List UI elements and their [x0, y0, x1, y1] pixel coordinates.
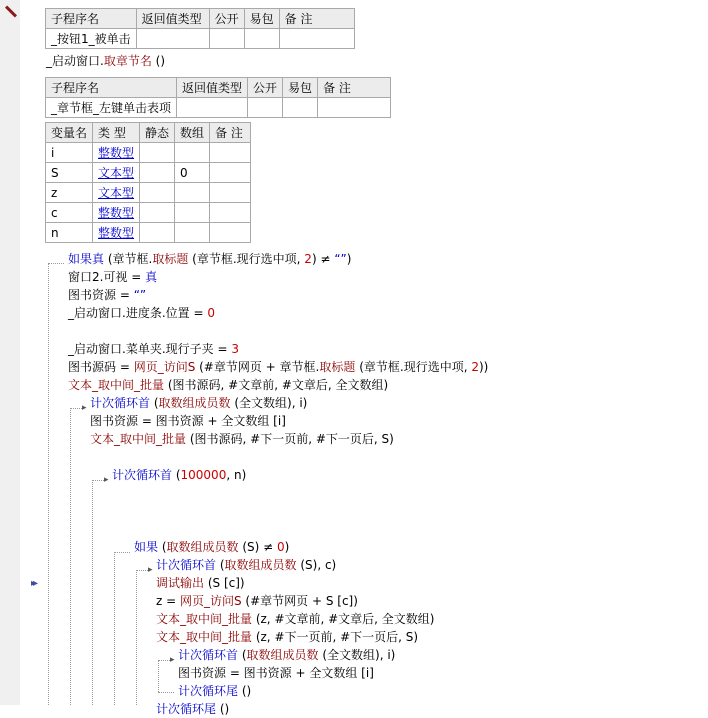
code-line[interactable]	[112, 466, 246, 484]
code-token: (全文数组), i)	[230, 396, 308, 410]
sub-name-cell[interactable]: _章节框_左键单击表项	[46, 98, 177, 118]
var-name-cell[interactable]: S	[46, 163, 93, 183]
note-cell[interactable]	[279, 29, 354, 49]
code-token: 取标题	[319, 360, 356, 374]
code-token: 真	[145, 270, 158, 284]
flow-line-if-true	[48, 263, 49, 705]
code-token: 图书源码 =	[68, 360, 134, 374]
var-row[interactable]	[46, 203, 251, 223]
code-token: (章节框.	[107, 252, 153, 266]
var-name-cell[interactable]: i	[46, 143, 93, 163]
var-static-cell[interactable]	[140, 203, 175, 223]
code-token: 取数组成员数	[158, 396, 231, 410]
header-note: 备 注	[279, 9, 354, 29]
var-note-cell[interactable]	[210, 183, 251, 203]
header-sub-name: 子程序名	[46, 78, 177, 98]
var-type-cell[interactable]: 文本型	[93, 163, 140, 183]
code-token: 图书资源 = 图书资源 + 全文数组 [i]	[90, 414, 286, 428]
var-array-cell[interactable]	[175, 143, 210, 163]
code-token: 如果	[134, 540, 159, 554]
flow-line-loop-3	[136, 570, 137, 705]
return-type-cell[interactable]	[177, 98, 248, 118]
header-return-type: 返回值类型	[177, 78, 248, 98]
code-token: 计次循环尾	[178, 684, 239, 698]
code-token: (#章节网页 + 章节框.	[195, 360, 320, 374]
code-token: 取标题	[152, 252, 189, 266]
var-note-cell[interactable]	[210, 223, 251, 243]
flow-line-if	[114, 552, 115, 705]
code-line[interactable]	[68, 358, 488, 376]
var-row[interactable]	[46, 223, 251, 243]
code-line[interactable]	[90, 394, 307, 412]
code-line[interactable]	[156, 592, 358, 610]
code-token: 3	[231, 342, 239, 356]
var-array-cell[interactable]: 0	[175, 163, 210, 183]
var-name-cell[interactable]: n	[46, 223, 93, 243]
breakpoint-pencil-icon[interactable]	[5, 5, 17, 17]
var-type-cell[interactable]: 文本型	[93, 183, 140, 203]
flow-line-if-true-head	[48, 263, 64, 264]
code-line[interactable]	[178, 682, 251, 700]
code-token: 计次循环首	[156, 558, 217, 572]
code-token: (#章节网页 + S [c])	[241, 594, 358, 608]
code-token: (图书源码, #下一页前, #下一页后, S)	[186, 432, 394, 446]
code-line[interactable]	[134, 538, 289, 556]
code-token: (章节框.现行选中项,	[188, 252, 305, 266]
easy-pkg-cell[interactable]	[283, 98, 318, 118]
code-token: 取数组成员数	[166, 540, 239, 554]
code-token: 如果真	[68, 252, 108, 266]
var-type-cell[interactable]: 整数型	[93, 143, 140, 163]
code-token: ))	[478, 360, 489, 374]
code-line[interactable]	[156, 700, 229, 718]
code-token: 图书资源 =	[68, 288, 134, 302]
var-note-cell[interactable]	[210, 143, 251, 163]
code-token: 窗口2.可视 =	[68, 270, 146, 284]
current-line-arrow-icon[interactable]: ▸▸	[31, 578, 36, 589]
code-token: 文本_取中间_批量	[156, 630, 253, 644]
header-static: 静态	[140, 123, 175, 143]
sub-name-cell[interactable]: _按钮1_被单击	[46, 29, 137, 49]
code-token: (z, #下一页前, #下一页后, S)	[252, 630, 419, 644]
var-note-cell[interactable]	[210, 163, 251, 183]
var-row[interactable]	[46, 143, 251, 163]
header-public: 公开	[248, 78, 283, 98]
code-token: 网页_访问S	[133, 360, 196, 374]
code-token: )	[346, 252, 352, 266]
code-token: 网页_访问S	[179, 594, 242, 608]
var-type-cell[interactable]: 整数型	[93, 223, 140, 243]
loop-arrow-icon: ▸	[148, 565, 153, 575]
var-static-cell[interactable]	[140, 183, 175, 203]
code-token: (	[150, 396, 159, 410]
code-token: (S), c)	[296, 558, 337, 572]
header-return-type: 返回值类型	[136, 9, 209, 29]
loop-arrow-icon: ▸	[170, 655, 175, 665]
code-token: (	[172, 468, 181, 482]
code-token: 计次循环首	[90, 396, 151, 410]
code-line[interactable]	[178, 646, 395, 664]
header-easy-pkg: 易包	[283, 78, 318, 98]
code-line[interactable]	[68, 340, 239, 358]
flow-line-loop-4	[158, 660, 159, 692]
code-token: 计次循环首	[112, 468, 173, 482]
code-line[interactable]	[178, 664, 374, 682]
var-static-cell[interactable]	[140, 223, 175, 243]
header-note: 备 注	[318, 78, 391, 98]
code-token: 取数组成员数	[224, 558, 297, 572]
header-easy-pkg: 易包	[244, 9, 279, 29]
code-token: ()	[216, 702, 230, 716]
code-token: 计次循环首	[178, 648, 239, 662]
header-var-name: 变量名	[46, 123, 93, 143]
header-array: 数组	[175, 123, 210, 143]
return-type-cell[interactable]	[136, 29, 209, 49]
code-line[interactable]	[68, 268, 157, 286]
code-token: 图书资源 = 图书资源 + 全文数组 [i]	[178, 666, 374, 680]
code-line[interactable]	[156, 628, 418, 646]
header-note: 备 注	[210, 123, 251, 143]
code-token: (S [c])	[204, 576, 245, 590]
code-token: (	[238, 648, 247, 662]
var-note-cell[interactable]	[210, 203, 251, 223]
header-type: 类 型	[93, 123, 140, 143]
code-token: (图书源码, #文章前, #文章后, 全文数组)	[164, 378, 389, 392]
public-cell[interactable]	[248, 98, 283, 118]
code-line[interactable]	[68, 250, 351, 268]
code-token: 2	[471, 360, 479, 374]
var-array-cell[interactable]	[175, 183, 210, 203]
code-line[interactable]	[68, 376, 388, 394]
code-token: 100000	[180, 468, 227, 482]
editor-gutter	[0, 0, 36, 705]
code-token: ) ≠	[311, 252, 335, 266]
call-args: ()	[151, 54, 166, 68]
code-line[interactable]	[68, 304, 215, 322]
flow-line-loop-2	[92, 480, 93, 705]
subroutine-table-1	[45, 8, 355, 49]
loop-arrow-icon: ▸	[104, 475, 109, 485]
flow-line-loop-4-tail	[158, 692, 174, 693]
code-token: “”	[334, 252, 347, 266]
header-public: 公开	[209, 9, 244, 29]
var-type-cell[interactable]: 整数型	[93, 203, 140, 223]
code-token: 取数组成员数	[246, 648, 319, 662]
var-name-cell[interactable]: z	[46, 183, 93, 203]
var-name-cell[interactable]: c	[46, 203, 93, 223]
code-line[interactable]	[90, 430, 394, 448]
code-token: 2	[304, 252, 312, 266]
local-variables-table	[45, 122, 251, 243]
note-cell[interactable]	[318, 98, 391, 118]
flow-line-if-head	[114, 552, 130, 553]
code-token: )	[284, 540, 290, 554]
code-token: 文本_取中间_批量	[68, 378, 165, 392]
code-token: 调试输出	[156, 576, 205, 590]
code-line[interactable]	[68, 286, 146, 304]
code-token: (章节框.现行选中项,	[355, 360, 472, 374]
code-token: 文本_取中间_批量	[90, 432, 187, 446]
code-token: z =	[156, 594, 180, 608]
easy-pkg-cell[interactable]	[244, 29, 279, 49]
loop-arrow-icon: ▸	[82, 403, 87, 413]
code-line[interactable]	[90, 412, 286, 430]
var-row[interactable]	[46, 163, 251, 183]
call-object: _启动窗口.	[46, 54, 104, 68]
code-token: (全文数组), i)	[318, 648, 396, 662]
code-line[interactable]	[156, 574, 245, 592]
code-token: 计次循环尾	[156, 702, 217, 716]
var-static-cell[interactable]	[140, 163, 175, 183]
code-token: ()	[238, 684, 252, 698]
code-token: , n)	[226, 468, 247, 482]
var-array-cell[interactable]	[175, 203, 210, 223]
code-token: (	[158, 540, 167, 554]
code-token: (	[216, 558, 225, 572]
code-token: 0	[277, 540, 285, 554]
code-line-call[interactable]	[46, 52, 165, 70]
var-row[interactable]	[46, 183, 251, 203]
code-token: 0	[207, 306, 215, 320]
flow-line-loop-1	[70, 408, 71, 705]
code-token: “”	[133, 288, 147, 302]
subroutine-table-2	[45, 77, 391, 118]
code-token: (S) ≠	[238, 540, 278, 554]
code-line[interactable]	[156, 610, 435, 628]
code-token: (z, #文章前, #文章后, 全文数组)	[252, 612, 435, 626]
var-static-cell[interactable]	[140, 143, 175, 163]
code-token: 文本_取中间_批量	[156, 612, 253, 626]
var-array-cell[interactable]	[175, 223, 210, 243]
public-cell[interactable]	[209, 29, 244, 49]
call-method: 取章节名	[103, 54, 152, 68]
code-token: _启动窗口.菜单夹.现行子夹 =	[68, 342, 232, 356]
code-token: _启动窗口.进度条.位置 =	[68, 306, 208, 320]
header-sub-name: 子程序名	[46, 9, 137, 29]
code-line[interactable]	[156, 556, 336, 574]
